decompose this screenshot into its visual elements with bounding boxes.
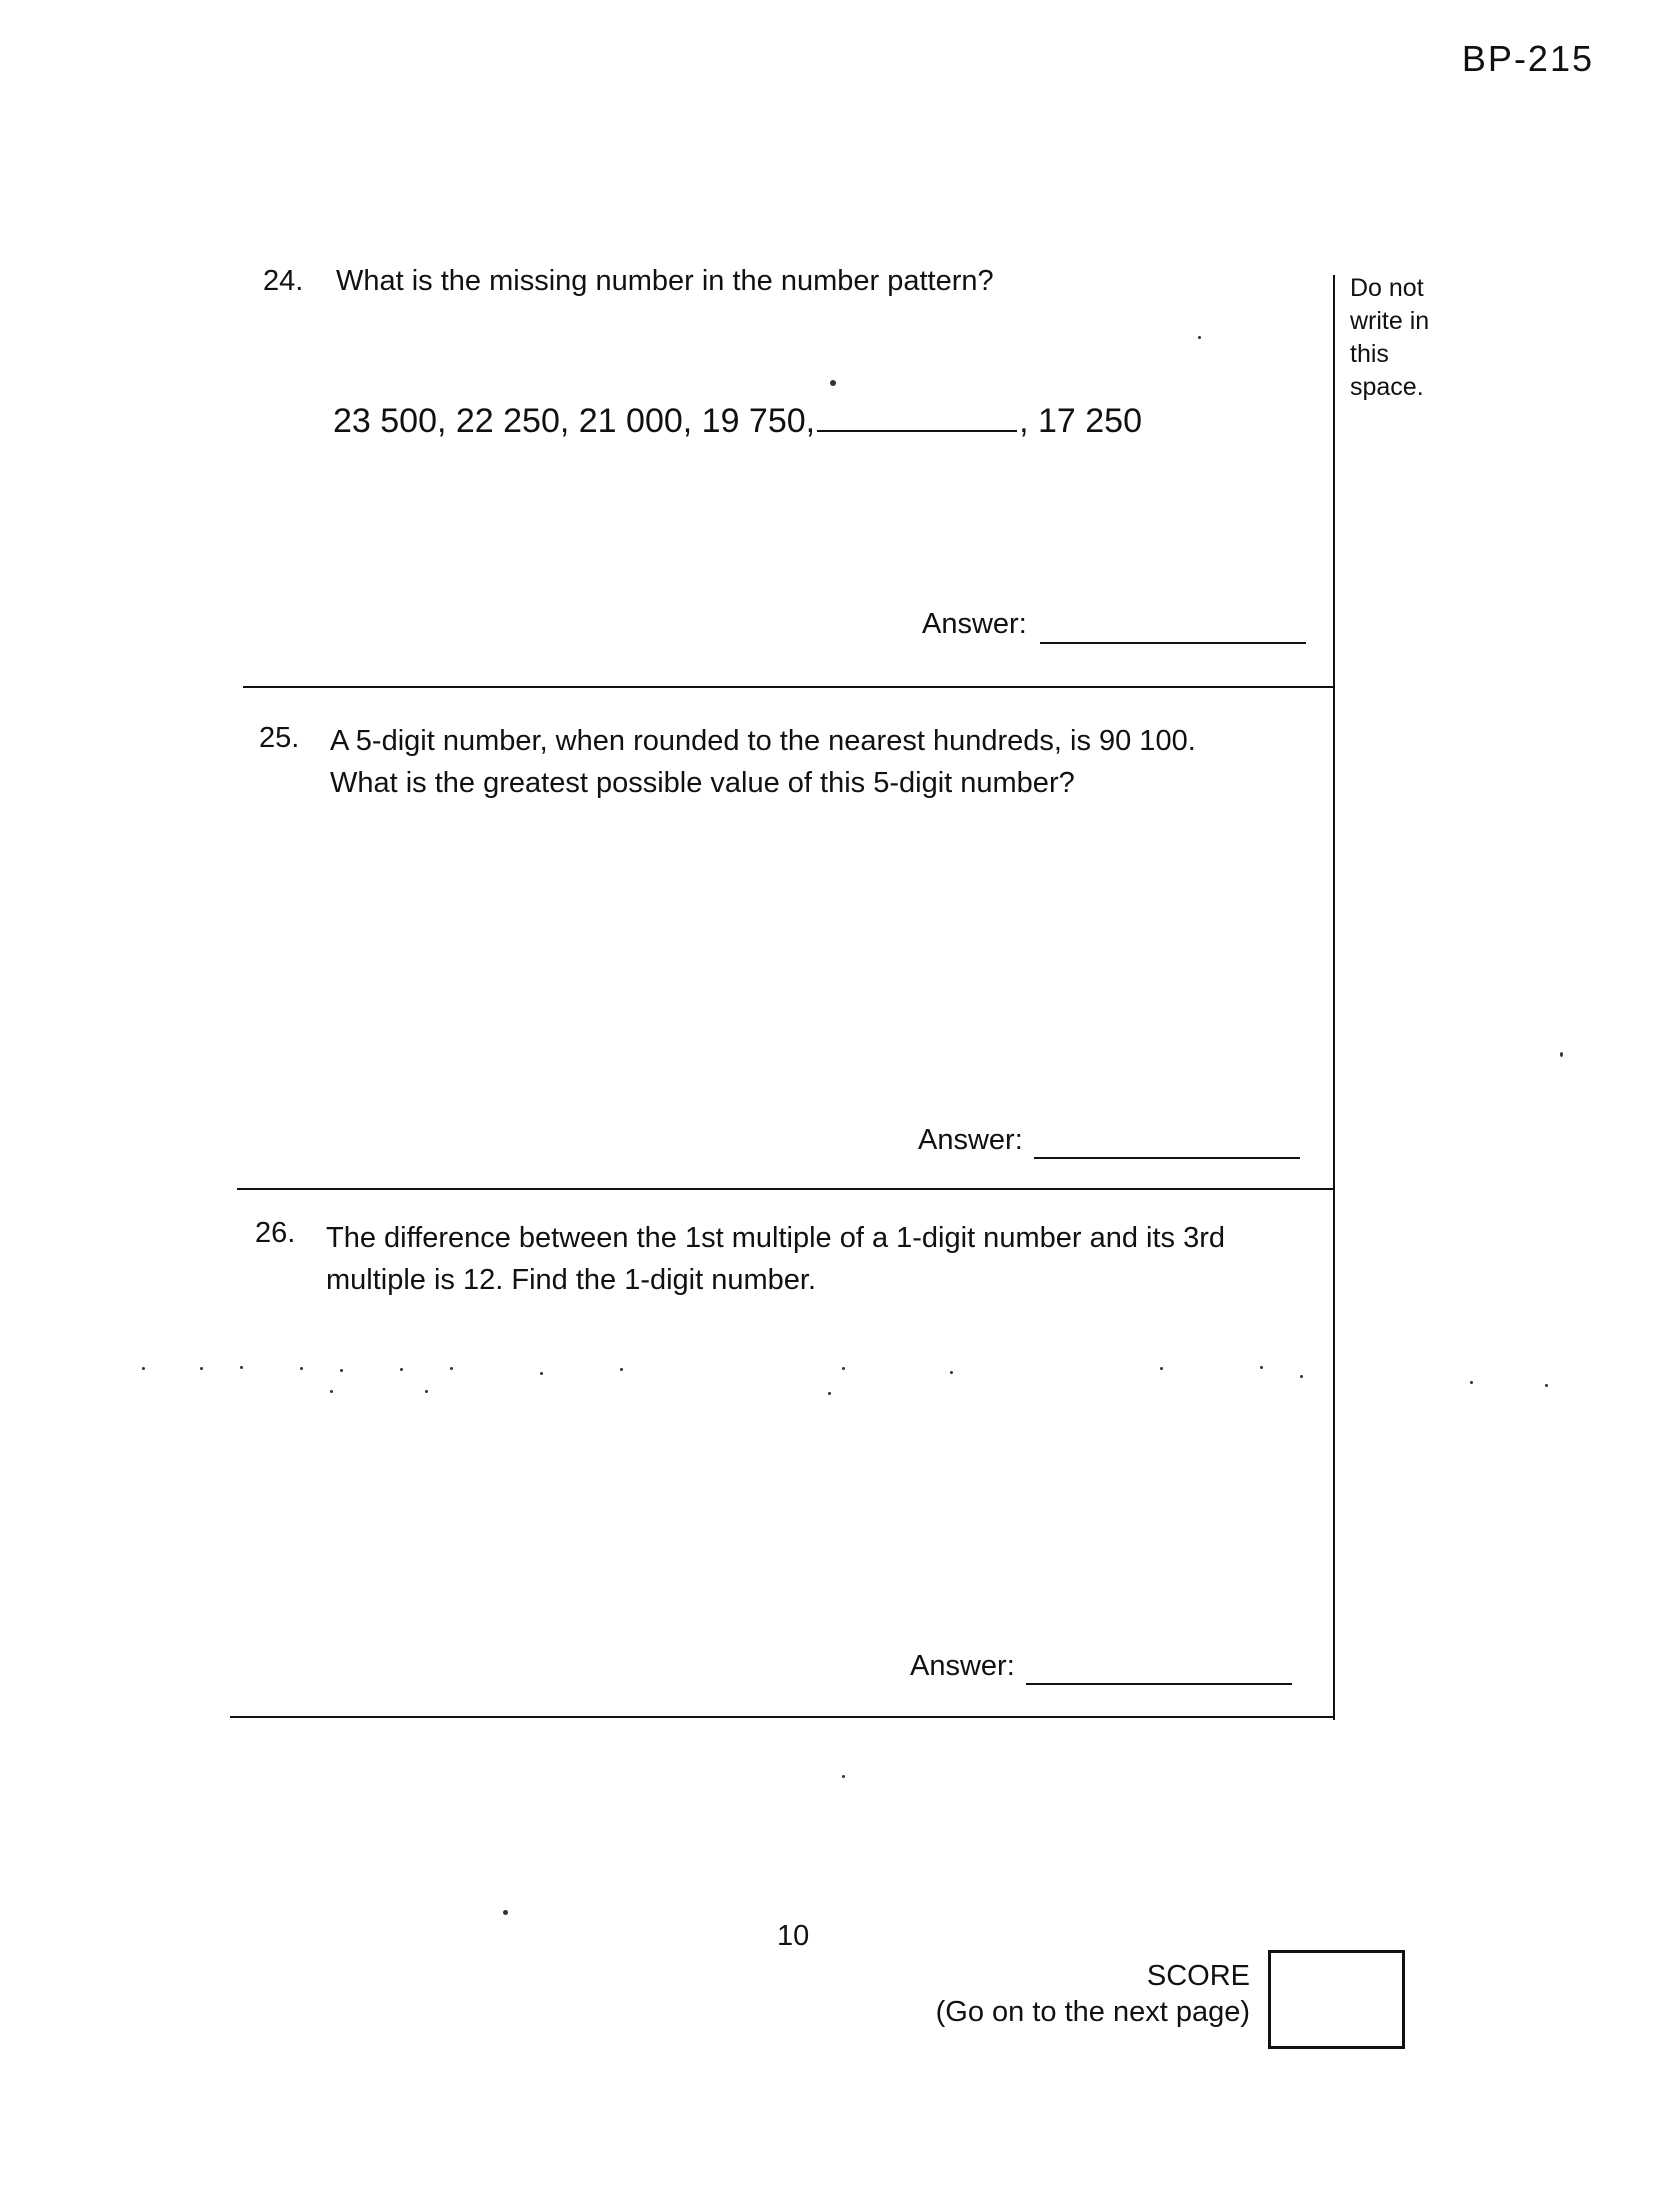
pattern-start: 23 500, 22 250, 21 000, 19 750, bbox=[333, 402, 816, 440]
scan-speck bbox=[330, 1390, 333, 1393]
scan-speck bbox=[503, 1910, 508, 1915]
scan-speck bbox=[200, 1367, 203, 1370]
question-24-text: What is the missing number in the number pattern? bbox=[336, 265, 994, 297]
question-25-line: What is the greatest possible value of this 5-digit number? bbox=[330, 767, 1075, 799]
next-page-note: (Go on to the next page) bbox=[935, 1996, 1250, 2028]
pattern-blank[interactable] bbox=[817, 429, 1017, 432]
scan-speck bbox=[1198, 336, 1201, 339]
scan-speck bbox=[1560, 1052, 1563, 1057]
margin-note-line: Do not bbox=[1350, 274, 1424, 302]
question-25-text bbox=[330, 720, 1196, 804]
scan-speck bbox=[1160, 1367, 1163, 1370]
scan-speck bbox=[1300, 1375, 1303, 1378]
answer-label-25: Answer: bbox=[918, 1124, 1023, 1156]
section-divider bbox=[237, 1188, 1333, 1190]
question-26-number: 26. bbox=[255, 1217, 296, 1249]
pattern-end: , 17 250 bbox=[1019, 402, 1142, 440]
margin-note-line: this bbox=[1350, 340, 1389, 368]
section-divider bbox=[230, 1716, 1333, 1718]
number-pattern bbox=[333, 402, 1142, 441]
document-code: BP-215 bbox=[1461, 38, 1594, 79]
scan-speck bbox=[300, 1367, 303, 1370]
score-area-label bbox=[900, 1958, 1250, 2030]
margin-note-line: write in bbox=[1350, 307, 1430, 335]
scan-speck bbox=[400, 1368, 403, 1371]
page-number: 10 bbox=[777, 1920, 810, 1952]
scan-speck bbox=[1545, 1384, 1548, 1387]
answer-field-26[interactable] bbox=[1026, 1683, 1292, 1685]
margin-note-line: space. bbox=[1350, 373, 1424, 401]
scan-speck bbox=[950, 1371, 953, 1374]
scan-speck bbox=[1470, 1381, 1473, 1384]
scan-speck bbox=[240, 1366, 243, 1369]
scan-speck bbox=[828, 1392, 831, 1395]
scan-speck bbox=[450, 1367, 453, 1370]
scan-speck bbox=[340, 1369, 343, 1372]
question-26-line: The difference between the 1st multiple of a 1-digit number and its 3rd bbox=[326, 1222, 1225, 1254]
question-25-line: A 5-digit number, when rounded to the nearest hundreds, is 90 100. bbox=[330, 725, 1196, 757]
section-divider bbox=[243, 686, 1333, 688]
question-26-line: multiple is 12. Find the 1-digit number. bbox=[326, 1264, 817, 1296]
scan-speck bbox=[540, 1372, 543, 1375]
scan-speck bbox=[842, 1775, 845, 1778]
scan-speck bbox=[1260, 1366, 1263, 1369]
answer-field-24[interactable] bbox=[1040, 642, 1306, 644]
score-box[interactable] bbox=[1268, 1950, 1405, 2049]
scan-speck bbox=[830, 380, 836, 386]
answer-label-26: Answer: bbox=[910, 1650, 1015, 1682]
margin-note bbox=[1350, 272, 1429, 404]
question-24-number: 24. bbox=[263, 265, 304, 297]
score-label: SCORE bbox=[1146, 1960, 1250, 1992]
answer-label-24: Answer: bbox=[922, 608, 1027, 640]
margin-divider bbox=[1333, 275, 1335, 1720]
scan-speck bbox=[425, 1390, 428, 1393]
scan-speck bbox=[620, 1368, 623, 1371]
scan-speck bbox=[842, 1367, 845, 1370]
scan-speck bbox=[142, 1367, 145, 1370]
question-25-number: 25. bbox=[259, 722, 300, 754]
answer-field-25[interactable] bbox=[1034, 1157, 1300, 1159]
question-26-text bbox=[326, 1217, 1225, 1301]
